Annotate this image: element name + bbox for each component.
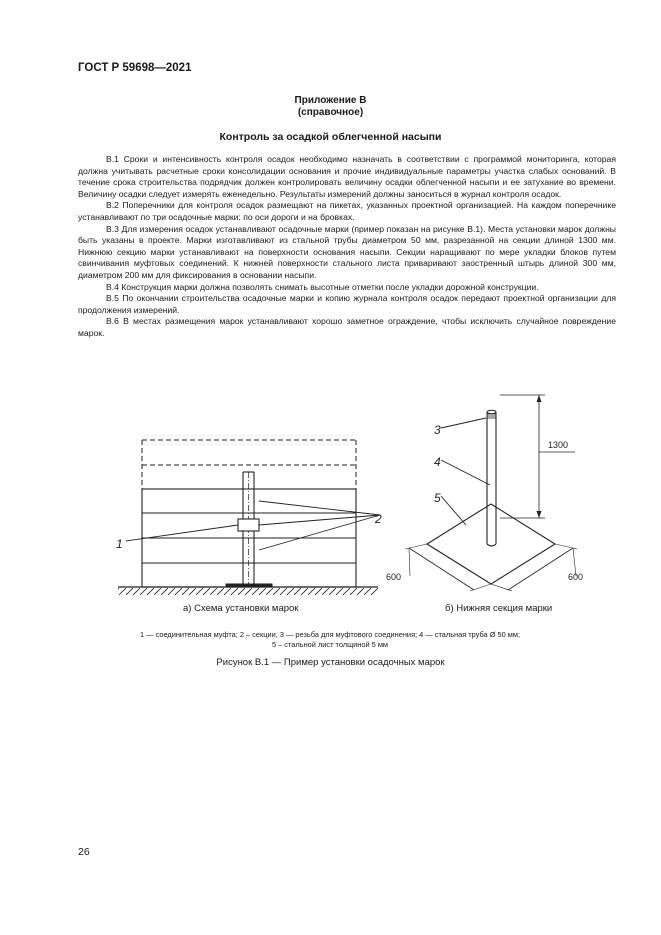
scheme-b: [405, 395, 577, 591]
figure-legend: [80, 630, 580, 650]
caption-part-a: а) Схема установки марок: [183, 603, 299, 614]
caption-part-b: б) Нижняя секция марки: [445, 603, 553, 614]
figure-caption: Рисунок В.1 — Пример установки осадочных марок: [216, 657, 445, 668]
label-sheet: 5: [434, 491, 441, 505]
appendix-title: Приложение В: [294, 95, 367, 106]
paragraph-b6: В.6 В местах размещения марок устанавливают хорошо заметное ограждение, чтобы исключить случайное повреждение марок.: [78, 316, 616, 338]
document-code: ГОСТ Р 59698—2021: [78, 62, 192, 74]
label-coupling: 1: [116, 537, 123, 551]
paragraph-b1: В.1 Сроки и интенсивность контроля осадок необходимо назначать в соответствии с программой мониторинга, которая должна учитывать расчетные сроки консолидации основания и прочие индивидуальные параметры участка слабых оснований. В течение срока строительства подрядчик должен контролировать величину осадки облегченной насыпи и ее затухание во времени. Величину осадки следует измерять еженедельно. Результаты измерений должны заноситься в журнал контроля осадок.: [78, 154, 616, 199]
label-thread: 3: [434, 423, 441, 437]
dimension-height: 1300: [548, 440, 569, 450]
label-pipe: 4: [434, 455, 441, 469]
paragraph-b2: В.2 Поперечники для контроля осадок размещают на пикетах, указанных проектной организацией. На каждом поперечнике устанавливают по три осадочные марки: по оси дороги и на бровках.: [78, 200, 616, 222]
section-title: Контроль за осадкой облегченной насыпи: [219, 131, 442, 143]
legend-line-1: 1 — соединительная муфта; 2 – секции, 3 — резьба для муфтового соединения; 4 — стальная труба Ø 50 мм;: [139, 630, 521, 639]
dimension-width-left: 600: [386, 572, 402, 582]
paragraph-b5: В.5 По окончании строительства осадочные марки и копию журнала контроля осадок передают проектной организации для продолжения измерений.: [78, 293, 616, 315]
appendix-subtitle: (справочное): [297, 107, 364, 118]
dimension-width-right: 600: [568, 572, 584, 582]
page-number: 26: [78, 846, 90, 858]
scheme-a: [118, 440, 380, 595]
paragraph-b3: В.3 Для измерения осадок устанавливают осадочные марки (пример показан на рисунке В.1). Места установки марок должны быть указаны в проекте. Марки изготавливают из стальной трубы диаметром 50 мм, разрезанной на секции длиной 1300 мм. Нижнюю секцию марки устанавливают на поверхности основания насыпи. Секции наращивают по мере укладки блоков путем свинчивания муфтовых соединений. К нижней поверхности стального листа приваривают заостренный штырь длиной 300 мм, диаметром 200 мм для фиксирования в основании насыпи.: [78, 223, 616, 280]
paragraph-b4: В.4 Конструкция марки должна позволять снимать высотные отметки после укладки дорожной конструкции.: [106, 281, 539, 292]
legend-line-2: 5 – стальной лист толщиной 5 мм: [271, 640, 389, 649]
label-sections: 2: [375, 512, 382, 526]
